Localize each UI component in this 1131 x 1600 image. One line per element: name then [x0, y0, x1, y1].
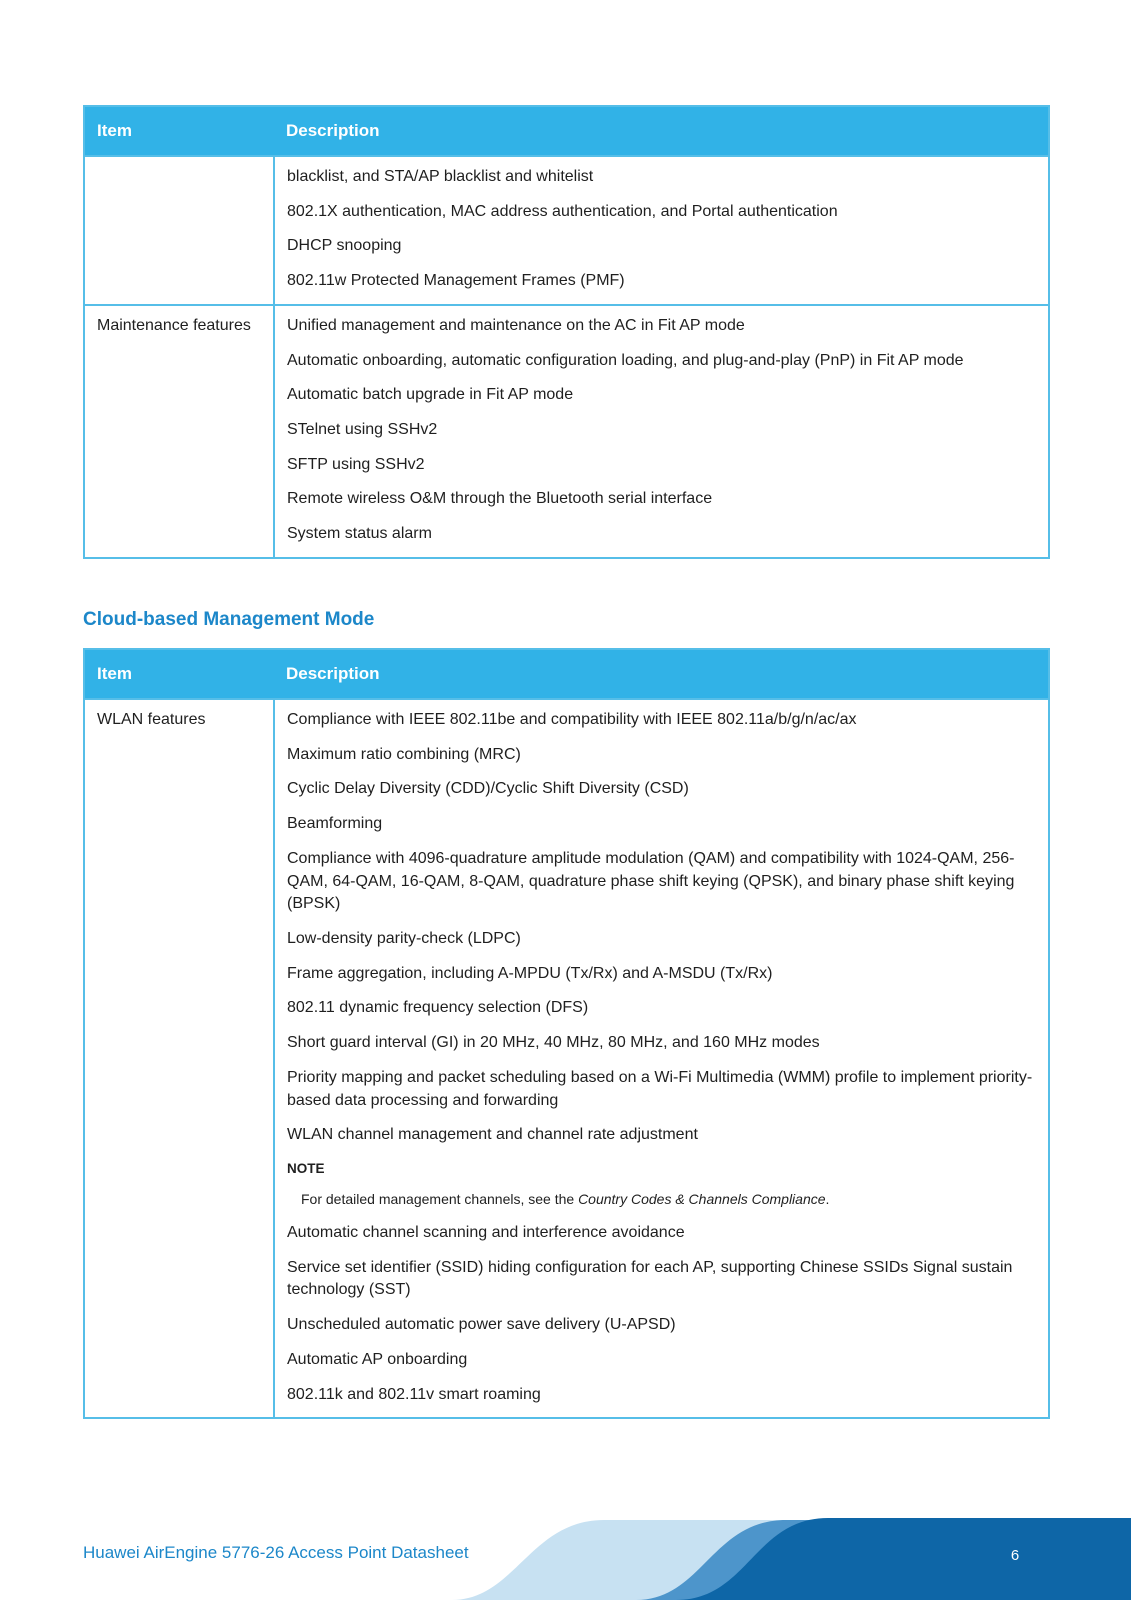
table-header [84, 106, 1049, 156]
note-text-suffix: . [825, 1191, 830, 1208]
description-paragraph: blacklist, and STA/AP blacklist and whitelist [287, 168, 594, 185]
description-paragraph: 802.1X authentication, MAC address authentication, and Portal authentication [287, 202, 838, 220]
item-cell [84, 305, 274, 558]
description-cell [274, 699, 1049, 1418]
table-body [84, 156, 1049, 558]
description-paragraph: Remote wireless O&M through the Bluetooth serial interface [287, 490, 713, 508]
description-paragraph: 802.11w Protected Management Frames (PMF) [287, 272, 625, 290]
description-paragraph: Compliance with IEEE 802.11be and compatibility with IEEE 802.11a/b/g/n/ac/ax [287, 710, 857, 728]
note-label: NOTE [287, 1160, 325, 1176]
description-paragraph: Automatic channel scanning and interference avoidance [287, 1224, 685, 1241]
footer-page-number: 6 [1010, 1547, 1020, 1564]
header-row [84, 106, 1049, 156]
table-header [84, 649, 1049, 699]
description-paragraph: Cyclic Delay Diversity (CDD)/Cyclic Shift Diversity (CSD) [287, 780, 689, 798]
header-row [84, 649, 1049, 699]
table-row [84, 156, 1049, 305]
description-paragraph: Frame aggregation, including A-MPDU (Tx/Rx) and A-MSDU (Tx/Rx) [287, 964, 773, 982]
description-paragraph: System status alarm [287, 525, 432, 543]
table-row [84, 305, 1049, 558]
description-paragraph: 802.11k and 802.11v smart roaming [287, 1385, 541, 1403]
note-text [287, 1190, 1038, 1210]
item-label: Maintenance features [97, 316, 251, 334]
description-paragraph: Compliance with 4096-quadrature amplitude modulation (QAM) and compatibility with 1024-QAM, 256-QAM, 64-QAM, 16-QAM, 8-QAM, quadrature phase shift keying (QPSK), and binary phase shift keying (BPSK) [287, 849, 1015, 913]
description-paragraph: Automatic batch upgrade in Fit AP mode [287, 386, 574, 404]
column-header-item: Item [84, 649, 274, 699]
description-paragraph: Priority mapping and packet scheduling based on a Wi-Fi Multimedia (WMM) profile to implement priority-based data processing and forwarding [287, 1068, 1033, 1109]
description-paragraph: Automatic AP onboarding [287, 1350, 468, 1368]
column-header-description: Description [274, 106, 1049, 156]
description-paragraph: 802.11 dynamic frequency selection (DFS) [287, 999, 589, 1017]
description-paragraph: Maximum ratio combining (MRC) [287, 745, 521, 763]
column-header-description: Description [274, 649, 1049, 699]
footer-document-title: Huawei AirEngine 5776-26 Access Point Datasheet [83, 1543, 469, 1562]
note-text-citation: Country Codes & Channels Compliance [578, 1191, 826, 1208]
section-heading: Cloud-based Management Mode [83, 608, 375, 630]
description-paragraph: Automatic onboarding, automatic configuration loading, and plug-and-play (PnP) in Fit AP mode [287, 351, 964, 369]
description-paragraph: Beamforming [287, 815, 383, 833]
item-cell [84, 156, 274, 305]
description-paragraph: Service set identifier (SSID) hiding configuration for each AP, supporting Chinese SSIDs Signal sustain technology (SST) [287, 1258, 1013, 1299]
description-paragraph: Unscheduled automatic power save delivery (U-APSD) [287, 1316, 676, 1334]
description-cell [274, 305, 1049, 558]
description-paragraph: STelnet using SSHv2 [287, 421, 438, 439]
column-header-item: Item [84, 106, 274, 156]
description-cell [274, 156, 1049, 305]
description-paragraph: DHCP snooping [287, 237, 402, 255]
description-paragraph: SFTP using SSHv2 [287, 455, 425, 473]
cloud-based-management-table [83, 648, 1050, 1419]
description-paragraph: WLAN channel management and channel rate adjustment [287, 1126, 698, 1144]
note-text-prefix: For detailed management channels, see the [301, 1191, 579, 1208]
description-paragraph: Low-density parity-check (LDPC) [287, 929, 521, 947]
description-paragraph: Short guard interval (GI) in 20 MHz, 40 MHz, 80 MHz, and 160 MHz modes [287, 1034, 820, 1052]
item-label: WLAN features [97, 710, 206, 728]
management-features-table [83, 105, 1050, 559]
item-cell [84, 699, 274, 1418]
table-row [84, 699, 1049, 1418]
page-content [83, 105, 1050, 1419]
description-paragraph: Unified management and maintenance on the AC in Fit AP mode [287, 316, 745, 334]
table-body [84, 699, 1049, 1418]
